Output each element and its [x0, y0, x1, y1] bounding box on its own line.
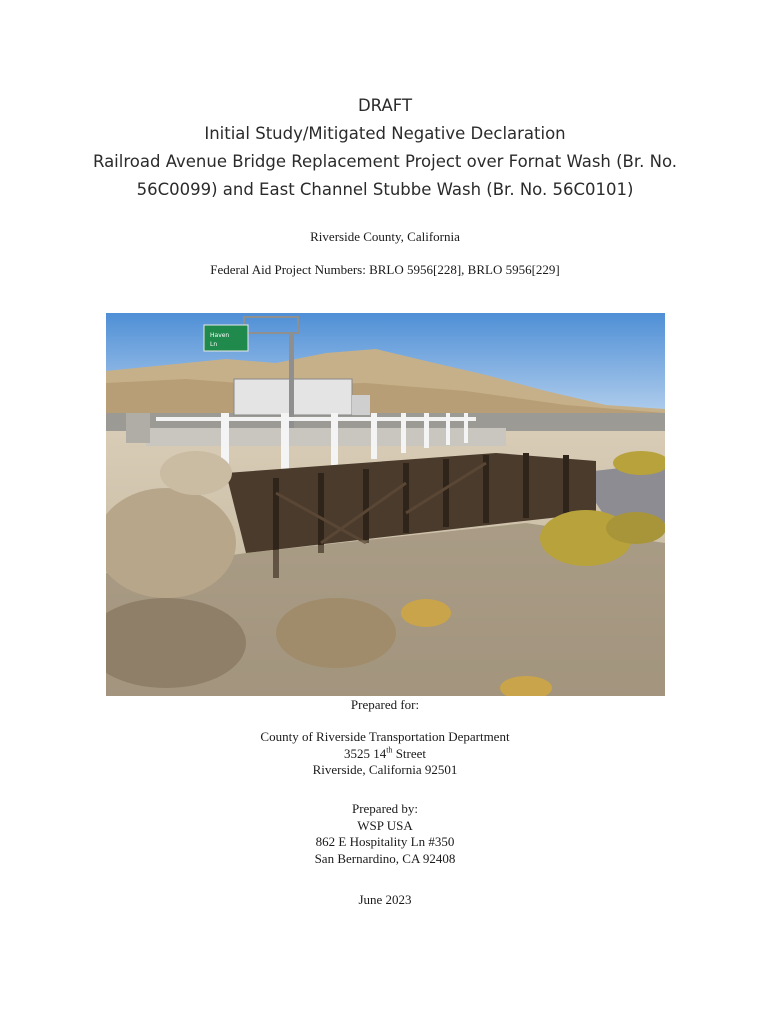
client-organization: County of Riverside Transportation Department [260, 729, 510, 744]
draft-label: DRAFT [357, 96, 413, 115]
document-type: Initial Study/Mitigated Negative Declaration [204, 124, 566, 143]
client-street: 3525 14th Street [343, 745, 427, 761]
project-title-line-1: Railroad Avenue Bridge Replacement Project over Fornat Wash (Br. No. [92, 152, 678, 171]
client-city: Riverside, California 92501 [312, 762, 458, 777]
prepared-by-block [0, 801, 770, 867]
svg-text:Ln: Ln [210, 341, 218, 348]
consultant-organization: WSP USA [357, 817, 413, 833]
prepared-by-label: Prepared by: [351, 801, 419, 816]
bridge-photo [106, 313, 665, 696]
consultant-city: San Bernardino, CA 92408 [314, 850, 456, 866]
title-block [0, 92, 770, 204]
prepared-for-label: Prepared for: [350, 697, 420, 712]
project-title-line-2: 56C0099) and East Channel Stubbe Wash (Br. No. 56C0101) [136, 180, 634, 199]
document-date: June 2023 [358, 892, 412, 907]
prepared-for-block [0, 729, 770, 779]
consultant-street: 862 E Hospitality Ln #350 [315, 834, 455, 849]
federal-aid-numbers: Federal Aid Project Numbers: BRLO 5956[228], BRLO 5956[229] [210, 262, 560, 277]
location: Riverside County, California [310, 229, 460, 244]
svg-text:Haven: Haven [210, 332, 230, 339]
